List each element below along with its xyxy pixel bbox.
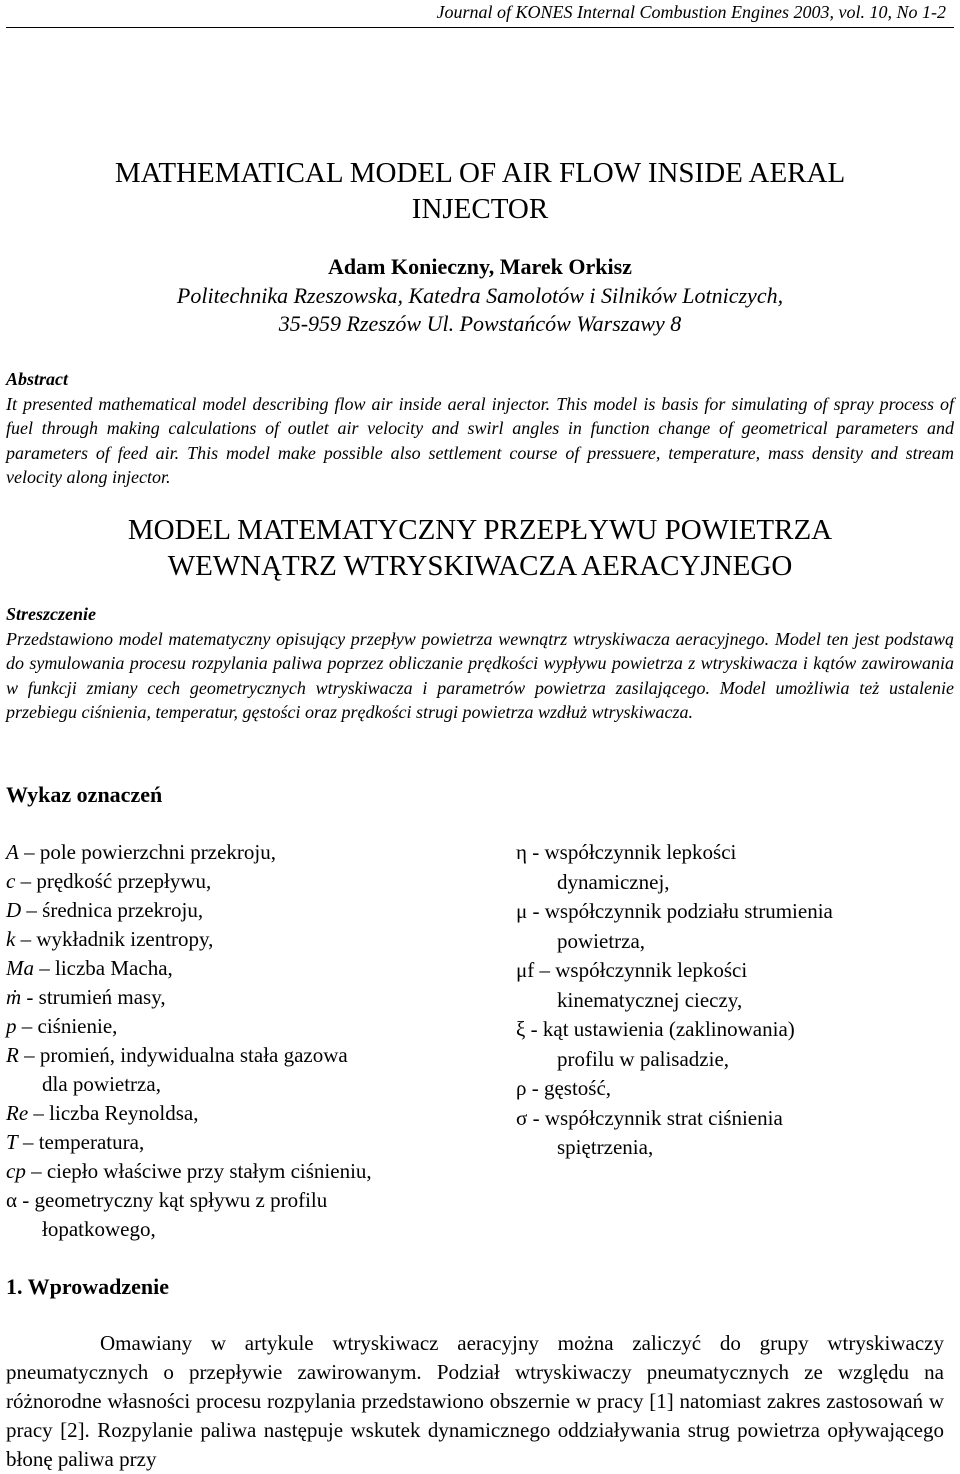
paper-title [6, 155, 954, 227]
symbol-description: - geometryczny kąt spływu z profilu [17, 1188, 328, 1212]
symbol-continuation: powietrza, [557, 928, 646, 953]
intro-heading: 1. Wprowadzenie [6, 1274, 169, 1299]
symbol-description: - kąt ustawienia (zaklinowania) [525, 1017, 795, 1041]
symbol-description: - współczynnik strat ciśnienia [527, 1105, 783, 1130]
symbol-description: – liczba Reynoldsa, [28, 1101, 199, 1125]
symbol-entry [6, 983, 476, 1012]
symbol: Ma [6, 956, 34, 980]
symbol-entry [6, 896, 476, 925]
polish-title-line-1: MODEL MATEMATYCZNY PRZEPŁYWU POWIETRZA [127, 514, 833, 546]
symbol-description: – średnica przekroju, [21, 898, 204, 922]
symbol-continuation: spiętrzenia, [557, 1135, 654, 1159]
header-rule [6, 27, 954, 28]
symbol-entry [516, 956, 954, 986]
symbol-continuation: dla powietrza, [42, 1072, 161, 1096]
streszczenie-text: Przedstawiono model matematyczny opisujący przepływ powietrza wewnątrz wtryskiwacza aeracyjnego. Model ten jest podstawą do symulowania procesu rozpylania paliwa poprzez obliczanie prędkości wypływu powietrza z wtryskiwacza i kątów zawirowania w funkcji zmiany cech geometrycznych wtryskiwacza i parametrów powietrza zasilającego. Model umożliwia też ustalenie przebiegu ciśnienia, temperatur, gęstości oraz prędkości strugi powietrza wzdłuż wtryskiwacza. [6, 629, 954, 722]
running-head: Journal of KONES Internal Combustion Engines 2003, vol. 10, No 1-2 [436, 2, 946, 22]
symbols-left-column [6, 838, 476, 1244]
symbol-continuation: łopatkowego, [42, 1217, 156, 1241]
symbol-entry [516, 838, 954, 868]
symbol-entry [6, 838, 476, 867]
symbol-description: – ciśnienie, [16, 1014, 118, 1038]
symbol-entry [6, 925, 476, 954]
symbol: σ [516, 1105, 528, 1130]
symbol-entry [516, 1015, 954, 1045]
symbol-entry [6, 1041, 476, 1070]
symbol: Re [6, 1101, 29, 1125]
symbol-entry [6, 954, 476, 983]
polish-title-line-2: WEWNĄTRZ WTRYSKIWACZA AERACYJNEGO [167, 550, 793, 582]
symbol-continuation: profilu w palisadzie, [557, 1046, 730, 1071]
symbol-entry [6, 1012, 476, 1041]
symbol: T [6, 1130, 18, 1154]
intro-section [6, 1329, 944, 1474]
symbol-description: - współczynnik lepkości [526, 840, 737, 864]
symbol-description: – współczynnik lepkości [534, 958, 748, 982]
symbol-description: – ciepło właściwe przy stałym ciśnieniu, [25, 1159, 372, 1183]
affiliation-line-2: 35-959 Rzeszów Ul. Powstańców Warszawy 8 [278, 311, 682, 336]
symbol: c [6, 869, 16, 893]
polish-title [6, 512, 954, 584]
symbol: R [6, 1043, 19, 1067]
symbol: μ [516, 899, 528, 923]
symbol-entry [516, 1074, 954, 1104]
symbols-right-column [516, 838, 954, 1163]
symbol-entry [6, 1099, 476, 1128]
affiliation [6, 282, 954, 338]
paper-page [6, 0, 954, 1474]
symbol-description: – prędkość przepływu, [15, 869, 212, 893]
symbol: p [6, 1014, 17, 1038]
streszczenie-label: Streszczenie [6, 604, 96, 624]
symbol: η [516, 840, 527, 864]
symbol-description: – pole powierzchni przekroju, [18, 840, 276, 864]
abstract-label: Abstract [6, 369, 69, 389]
symbol: A [6, 840, 19, 864]
symbol-continuation: dynamicznej, [557, 869, 670, 894]
title-line-2: INJECTOR [411, 193, 549, 225]
symbol: α [6, 1188, 18, 1212]
symbol-description: – promień, indywidualna stała gazowa [18, 1043, 348, 1067]
symbol-entry [6, 867, 476, 896]
symbol: cp [6, 1159, 26, 1183]
affiliation-line-1: Politechnika Rzeszowska, Katedra Samolotów i Silników Lotniczych, [176, 283, 784, 308]
symbol-description: - współczynnik podziału strumienia [527, 899, 833, 923]
symbol-entry [516, 897, 954, 927]
symbol-description: – liczba Macha, [34, 956, 173, 980]
symbol-entry [516, 1104, 954, 1134]
symbol-description: – temperatura, [17, 1130, 145, 1154]
authors: Adam Konieczny, Marek Orkisz [328, 254, 632, 279]
symbol: D [6, 898, 22, 922]
symbol: k [6, 927, 16, 951]
symbol-description: - gęstość, [526, 1076, 612, 1100]
symbol-continuation: kinematycznej cieczy, [557, 987, 743, 1012]
symbol-entry [6, 1128, 476, 1157]
symbol: ṁ [6, 985, 22, 1009]
symbol-description: – wykładnik izentropy, [15, 927, 214, 951]
abstract-text: It presented mathematical model describing flow air inside aeral injector. This model is basis for simulating of spray process of fuel through making calculations of outlet air velocity and swirl angles in function change of geometrical parameters and parameters of feed air. This model make possible also settlement course of pressuere, temperature, mass density and stream velocity along injector. [6, 394, 954, 487]
symbol: ρ [516, 1076, 527, 1100]
symbol: μf [516, 958, 535, 982]
symbol-entry [6, 1157, 476, 1186]
symbol: ξ [516, 1017, 526, 1041]
symbol-entry [6, 1186, 476, 1215]
intro-paragraph: Omawiany w artykule wtryskiwacz aeracyjny można zaliczyć do grupy wtryskiwaczy pneumatycznych o przepływie zawirowanym. Podział wtryskiwaczy pneumatycznych ze względu na różnorodne własności procesu rozpylania przedstawiono obszernie w pracy [1] natomiast zakres zastosowań w pracy [2]. Rozpylanie paliwa następuje wskutek dynamicznego oddziaływania strug powietrza opływającego błonę paliwa przy [6, 1331, 944, 1471]
title-line-1: MATHEMATICAL MODEL OF AIR FLOW INSIDE AERAL [114, 157, 846, 189]
nomenclature-heading: Wykaz oznaczeń [6, 782, 163, 807]
symbol-description: - strumień masy, [21, 985, 166, 1009]
